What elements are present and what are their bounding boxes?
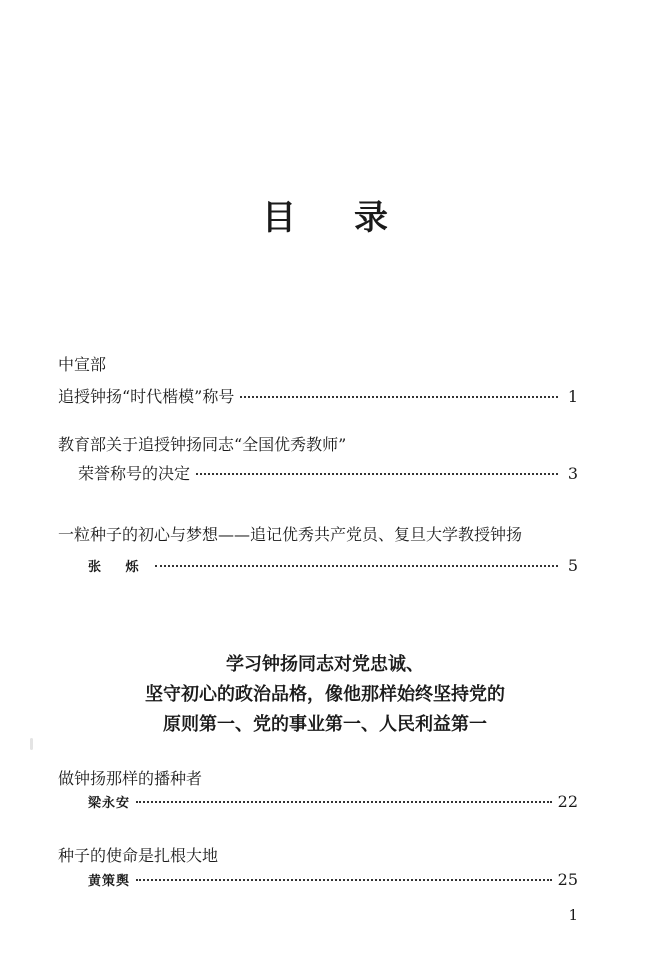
toc-entry-1[interactable] <box>58 386 578 408</box>
section-entry-1-page: 22 <box>557 792 578 811</box>
section-heading-line-2: 坚守初心的政治品格，像他那样始终坚持党的 <box>145 684 505 705</box>
section-entry-2-page: 25 <box>557 870 578 889</box>
leader-dots <box>155 565 558 567</box>
entry-1-source: 中宣部 <box>58 355 107 374</box>
section-entry-1-author-row[interactable] <box>58 791 578 815</box>
section-entry-2-author: 黄策舆 <box>88 874 131 889</box>
section-entry-2-title[interactable]: 种子的使命是扎根大地 <box>58 846 219 865</box>
toc-entry-3-author-row[interactable] <box>58 555 578 579</box>
entry-1-title: 追授钟扬“时代楷模”称号 <box>58 387 235 406</box>
leader-dots <box>196 473 558 475</box>
entry-2-page: 3 <box>567 464 578 483</box>
scan-mark <box>30 738 33 750</box>
leader-dots <box>136 801 552 803</box>
section-entry-2-author-row[interactable] <box>58 869 578 893</box>
leader-dots <box>240 396 558 398</box>
toc-entry-2[interactable] <box>58 463 578 485</box>
page-title <box>0 190 650 239</box>
title-char-1: 目 <box>262 198 296 238</box>
section-heading-line-3: 原则第一、党的事业第一、人民利益第一 <box>163 714 487 735</box>
section-entry-1-author: 梁永安 <box>88 796 131 811</box>
section-heading-line-1: 学习钟扬同志对党忠诚、 <box>226 654 424 675</box>
entry-2-title-line1: 教育部关于追授钟扬同志“全国优秀教师” <box>58 435 347 454</box>
entry-3-title[interactable]: 一粒种子的初心与梦想——追记优秀共产党员、复旦大学教授钟扬 <box>58 525 523 544</box>
entry-3-page: 5 <box>567 556 578 575</box>
section-entry-1-title[interactable]: 做钟扬那样的播种者 <box>58 769 203 788</box>
title-char-2: 录 <box>354 198 388 238</box>
page-number: 1 <box>568 906 578 924</box>
leader-dots <box>136 879 552 881</box>
entry-2-title-line2: 荣誉称号的决定 <box>78 464 191 483</box>
entry-1-page: 1 <box>567 387 578 406</box>
entry-3-author: 张 烁 <box>88 560 149 575</box>
